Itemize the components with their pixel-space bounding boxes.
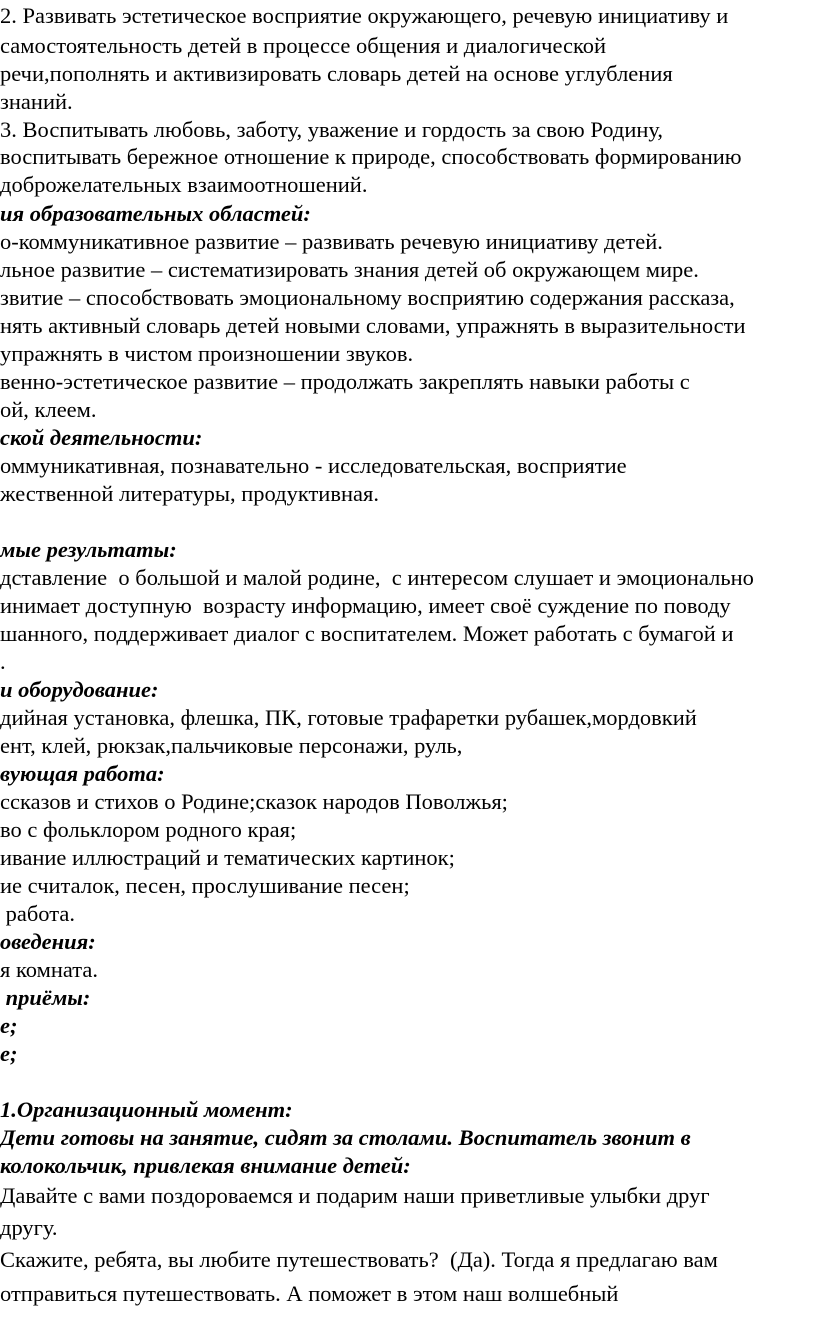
text-line: во с фольклором родного края; xyxy=(0,817,297,842)
text-line: нять активный словарь детей новыми словами, упражнять в выразительности xyxy=(0,313,746,338)
text-line: воспитывать бережное отношение к природе, способствовать формированию xyxy=(0,144,742,169)
section-heading-line: Дети готовы на занятие, сидят за столами. Воспитатель звонит в xyxy=(0,1125,691,1150)
section-heading-line: 1.Организационный момент: xyxy=(0,1097,293,1122)
section-heading-line: е; xyxy=(0,1041,18,1066)
section-heading-line: вующая работа: xyxy=(0,761,165,786)
text-line: инимает доступную возрасту информацию, имеет своё суждение по поводу xyxy=(0,593,731,618)
text-line: ой, клеем. xyxy=(0,397,97,422)
text-line: 2. Развивать эстетическое восприятие окружающего, речевую инициативу и xyxy=(0,3,729,28)
text-line: венно-эстетическое развитие – продолжать закреплять навыки работы с xyxy=(0,369,690,394)
text-line: дставление о большой и малой родине, с интересом слушает и эмоционально xyxy=(0,565,754,590)
text-line: ент, клей, рюкзак,пальчиковые персонажи, руль, xyxy=(0,733,463,758)
text-line: ие считалок, песен, прослушивание песен; xyxy=(0,873,410,898)
section-heading-line: оведения: xyxy=(0,929,96,954)
text-line: Давайте с вами поздороваемся и подарим наши приветливые улыбки друг xyxy=(0,1183,710,1208)
text-line: 3. Воспитывать любовь, заботу, уважение и гордость за свою Родину, xyxy=(0,117,664,142)
section-heading-line: приёмы: xyxy=(0,985,91,1010)
text-line: работа. xyxy=(0,901,75,926)
text-line: я комната. xyxy=(0,957,98,982)
section-heading-line: ской деятельности: xyxy=(0,425,203,450)
text-line: речи,пополнять и активизировать словарь детей на основе углубления xyxy=(0,61,673,86)
text-line: знаний. xyxy=(0,89,73,114)
text-line: оммуникативная, познавательно - исследовательская, восприятие xyxy=(0,453,627,478)
text-line: Скажите, ребята, вы любите путешествовать? (Да). Тогда я предлагаю вам xyxy=(0,1247,718,1272)
text-line: самостоятельность детей в процессе общения и диалогической xyxy=(0,33,607,58)
text-line: звитие – способствовать эмоциональному восприятию содержания рассказа, xyxy=(0,285,735,310)
text-line: ивание иллюстраций и тематических картинок; xyxy=(0,845,455,870)
text-line: дийная установка, флешка, ПК, готовые трафаретки рубашек,мордовкий xyxy=(0,705,697,730)
text-line: отправиться путешествовать. А поможет в этом наш волшебный xyxy=(0,1281,619,1306)
text-line: жественной литературы, продуктивная. xyxy=(0,481,379,506)
text-line: ссказов и стихов о Родине;сказок народов Поволжья; xyxy=(0,789,508,814)
text-line: упражнять в чистом произношении звуков. xyxy=(0,341,414,366)
section-heading-line: колокольчик, привлекая внимание детей: xyxy=(0,1153,411,1178)
section-heading-line: мые результаты: xyxy=(0,537,177,562)
text-line: о-коммуникативное развитие – развивать речевую инициативу детей. xyxy=(0,229,663,254)
text-line: доброжелательных взаимоотношений. xyxy=(0,172,368,197)
text-line: льное развитие – систематизировать знания детей об окружающем мире. xyxy=(0,257,699,282)
text-line: другу. xyxy=(0,1215,58,1240)
section-heading-line: и оборудование: xyxy=(0,677,159,702)
text-line: . xyxy=(0,649,6,674)
section-heading-line: е; xyxy=(0,1013,18,1038)
text-line: шанного, поддерживает диалог с воспитателем. Может работать с бумагой и xyxy=(0,621,734,646)
section-heading-line: ия образовательных областей: xyxy=(0,201,311,226)
